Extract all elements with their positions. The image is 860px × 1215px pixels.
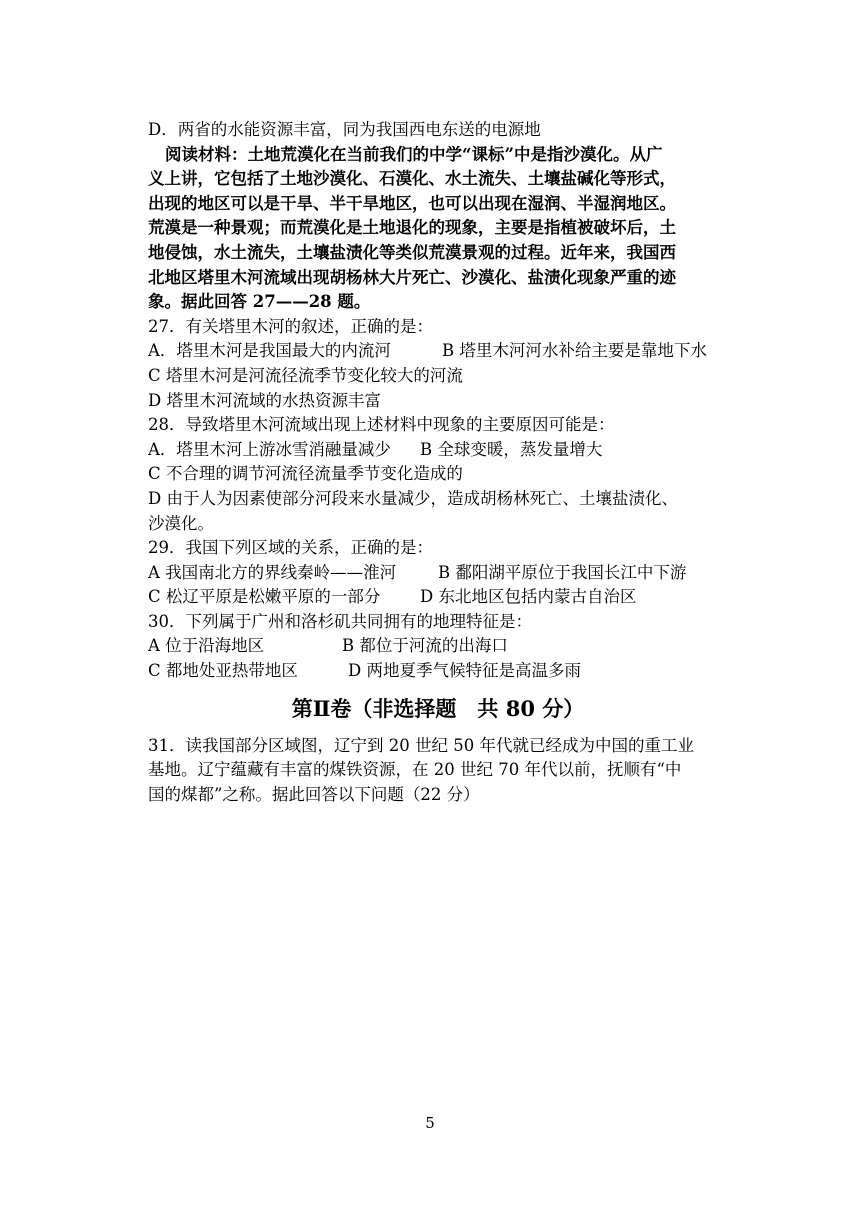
material-line: 象。据此回答 27——28 题。: [148, 292, 371, 312]
page-number: 5: [425, 1114, 435, 1132]
option-row: [148, 634, 728, 659]
q26-option-d: D．两省的水能资源丰富，同为我国西电东送的电源地: [148, 120, 541, 139]
option-b: B 塔里木河河水补给主要是靠地下水: [442, 341, 707, 361]
question-stem-continued: 基地。辽宁蕴藏有丰富的煤铁资源，在 20 世纪 70 年代以前，抚顺有“中: [148, 760, 682, 780]
option-d: D 两地夏季气候特征是高温多雨: [348, 661, 581, 681]
question-27: [148, 315, 728, 413]
question-30: [148, 610, 728, 684]
option-c: C 不合理的调节河流径流量季节变化造成的: [148, 464, 463, 484]
option-c: C 都地处亚热带地区: [148, 661, 298, 681]
material-line: 地侵蚀，水土流失，土壤盐渍化等类似荒漠景观的过程。近年来，我国西: [148, 242, 676, 262]
option-a: A．塔里木河上游冰雪消融量减少: [148, 439, 391, 459]
option-b: B 全球变暖，蒸发量增大: [420, 439, 603, 459]
option-c: C 松辽平原是松嫩平原的一部分: [148, 587, 381, 607]
option-d: D 东北地区包括内蒙古自治区: [420, 587, 637, 607]
page-content: [148, 118, 728, 807]
option-a: A 我国南北方的界线秦岭——淮河: [148, 562, 397, 582]
question-28: [148, 413, 728, 536]
question-29: [148, 536, 728, 610]
reading-material: [148, 143, 728, 315]
material-line: 出现的地区可以是干旱、半干旱地区，也可以出现在湿润、半湿润地区。: [148, 193, 676, 213]
option-a: A．塔里木河是我国最大的内流河: [148, 341, 391, 361]
option-a: A 位于沿海地区: [148, 636, 265, 656]
question-stem: 29．我国下列区域的关系，正确的是：: [148, 538, 433, 558]
question-stem: 30．下列属于广州和洛杉矶共同拥有的地理特征是：: [148, 611, 532, 631]
option-row: [148, 561, 728, 586]
question-stem: 27．有关塔里木河的叙述，正确的是：: [148, 316, 433, 336]
material-line: 北地区塔里木河流域出现胡杨林大片死亡、沙漠化、盐渍化现象严重的迹: [148, 267, 676, 287]
question-stem-continued: 国的煤都”之称。据此回答以下问题（22 分）: [148, 784, 480, 804]
option-d-continued: 沙漠化。: [148, 513, 214, 533]
option-row: [148, 659, 728, 684]
material-line: 义上讲，它包括了土地沙漠化、石漠化、水土流失、土壤盐碱化等形式，: [148, 169, 676, 189]
question-stem: 31．读我国部分区域图，辽宁到 20 世纪 50 年代就已经成为中国的重工业: [148, 735, 694, 755]
material-line: 阅读材料：土地荒漠化在当前我们的中学“课标”中是指沙漠化。从广: [165, 144, 663, 164]
question-31: [148, 734, 728, 808]
option-row: [148, 339, 728, 364]
option-d: D 由于人为因素使部分河段来水量减少，造成胡杨林死亡、土壤盐渍化、: [148, 488, 678, 508]
material-line: 荒漠是一种景观；而荒漠化是土地退化的现象，主要是指植被破坏后，土: [148, 218, 676, 238]
option-d: D 塔里木河流域的水热资源丰富: [148, 390, 381, 410]
option-c: C 塔里木河是河流径流季节变化较大的河流: [148, 365, 463, 385]
option-row: [148, 438, 728, 463]
option-b: B 都位于河流的出海口: [342, 636, 508, 656]
option-row: [148, 585, 728, 610]
question-stem: 28．导致塔里木河流域出现上述材料中现象的主要原因可能是：: [148, 415, 615, 435]
option-b: B 鄱阳湖平原位于我国长江中下游: [438, 562, 687, 582]
section-title: 第Ⅱ卷（非选择题 共 80 分）: [291, 695, 585, 721]
